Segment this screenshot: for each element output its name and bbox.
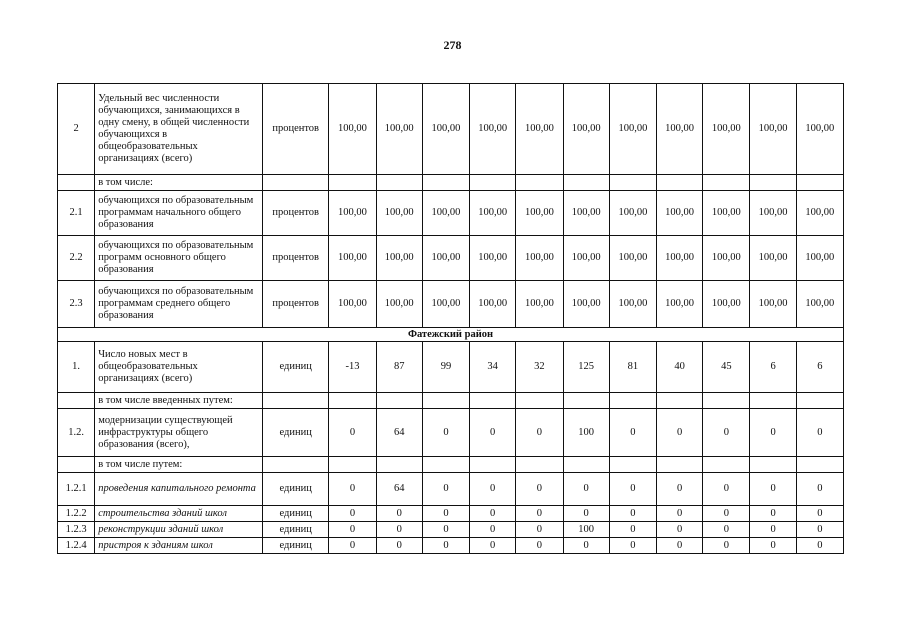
row-value: 100,00: [329, 84, 376, 175]
row-value: 100,00: [470, 191, 516, 236]
row-value: 0: [657, 522, 703, 538]
table-row: [58, 457, 844, 473]
row-unit: процентов: [263, 281, 329, 328]
row-value: 0: [657, 409, 703, 457]
row-number: 2.2: [58, 236, 95, 281]
row-value: 100,00: [422, 84, 469, 175]
row-value: 100,00: [470, 84, 516, 175]
row-value: 0: [516, 473, 563, 506]
row-number: 1.2.3: [58, 522, 95, 538]
row-number: 1.: [58, 342, 95, 393]
row-value: 100,00: [609, 191, 656, 236]
row-value: 0: [796, 506, 843, 522]
row-value: 100,00: [422, 281, 469, 328]
empty-cell: [703, 457, 750, 473]
row-value: 100,00: [516, 191, 563, 236]
empty-cell: [796, 393, 843, 409]
empty-cell: [703, 393, 750, 409]
table-row: [58, 522, 844, 538]
row-number: 2.3: [58, 281, 95, 328]
row-value: 0: [750, 473, 796, 506]
row-value: 0: [703, 506, 750, 522]
row-value: 100,00: [796, 281, 843, 328]
table-row: [58, 473, 844, 506]
empty-cell: [796, 457, 843, 473]
row-number: [58, 393, 95, 409]
table-row: [58, 236, 844, 281]
table-row: [58, 84, 844, 175]
row-value: 0: [329, 473, 376, 506]
empty-cell: [516, 393, 563, 409]
row-value: 0: [657, 473, 703, 506]
table-row: [58, 191, 844, 236]
row-value: 100,00: [376, 281, 422, 328]
row-value: 0: [796, 522, 843, 538]
row-value: 87: [376, 342, 422, 393]
empty-cell: [422, 175, 469, 191]
empty-cell: [422, 457, 469, 473]
row-value: 0: [657, 538, 703, 554]
empty-cell: [750, 393, 796, 409]
row-value: 32: [516, 342, 563, 393]
empty-cell: [703, 175, 750, 191]
row-value: 0: [376, 538, 422, 554]
empty-cell: [657, 175, 703, 191]
row-value: 0: [703, 522, 750, 538]
row-number: 1.2.4: [58, 538, 95, 554]
table-row: [58, 281, 844, 328]
row-number: 2: [58, 84, 95, 175]
empty-cell: [422, 393, 469, 409]
row-value: 100,00: [422, 191, 469, 236]
row-value: 100,00: [703, 236, 750, 281]
row-unit: процентов: [263, 84, 329, 175]
row-number: 2.1: [58, 191, 95, 236]
row-value: 100,00: [422, 236, 469, 281]
row-description: обучающихся по образовательным программ основного общего образования: [95, 236, 263, 281]
empty-cell: [563, 393, 609, 409]
table-row: [58, 342, 844, 393]
row-unit: единиц: [263, 409, 329, 457]
row-value: 0: [470, 538, 516, 554]
empty-cell: [376, 457, 422, 473]
row-unit: единиц: [263, 538, 329, 554]
row-value: 100,00: [796, 236, 843, 281]
row-number: 1.2.1: [58, 473, 95, 506]
row-description: обучающихся по образовательным программам среднего общего образования: [95, 281, 263, 328]
row-value: 0: [609, 506, 656, 522]
row-value: 0: [516, 538, 563, 554]
row-number: [58, 175, 95, 191]
row-description: строительства зданий школ: [95, 506, 263, 522]
empty-cell: [516, 175, 563, 191]
row-value: 0: [750, 522, 796, 538]
row-description: модернизации существующей инфраструктуры общего образования (всего),: [95, 409, 263, 457]
row-value: 0: [516, 506, 563, 522]
empty-cell: [657, 393, 703, 409]
row-value: 34: [470, 342, 516, 393]
row-value: 0: [703, 538, 750, 554]
row-value: 64: [376, 409, 422, 457]
row-value: 0: [563, 506, 609, 522]
row-value: 81: [609, 342, 656, 393]
row-value: 0: [750, 409, 796, 457]
row-value: 100,00: [563, 281, 609, 328]
row-value: 125: [563, 342, 609, 393]
row-value: 6: [796, 342, 843, 393]
row-value: 100,00: [516, 84, 563, 175]
row-value: 0: [516, 409, 563, 457]
row-value: 100,00: [563, 236, 609, 281]
row-value: 0: [329, 506, 376, 522]
row-value: 0: [609, 473, 656, 506]
row-value: 100,00: [516, 236, 563, 281]
row-value: 0: [376, 506, 422, 522]
row-value: 100,00: [657, 84, 703, 175]
row-unit: процентов: [263, 191, 329, 236]
row-value: 0: [703, 409, 750, 457]
empty-cell: [609, 393, 656, 409]
row-value: 100,00: [657, 281, 703, 328]
row-description: в том числе:: [95, 175, 263, 191]
empty-cell: [470, 393, 516, 409]
row-description: Удельный вес численности обучающихся, занимающихся в одну смену, в общей численности обучающихся в общеобразовательных организациях (всего): [95, 84, 263, 175]
row-value: 0: [422, 522, 469, 538]
row-value: 100,00: [376, 84, 422, 175]
row-value: 100,00: [750, 84, 796, 175]
empty-cell: [329, 393, 376, 409]
row-value: 0: [516, 522, 563, 538]
row-value: 100: [563, 409, 609, 457]
row-value: 0: [470, 506, 516, 522]
row-description: обучающихся по образовательным программам начального общего образования: [95, 191, 263, 236]
row-value: 100,00: [470, 281, 516, 328]
row-value: 100,00: [609, 84, 656, 175]
row-value: 0: [703, 473, 750, 506]
table-row: [58, 175, 844, 191]
row-value: 100,00: [329, 191, 376, 236]
page-number: 278: [443, 38, 462, 52]
empty-cell: [750, 175, 796, 191]
section-row: [58, 328, 844, 342]
row-unit: единиц: [263, 342, 329, 393]
row-value: 100,00: [796, 191, 843, 236]
row-value: 100,00: [563, 84, 609, 175]
row-number: 1.2.: [58, 409, 95, 457]
row-value: 100,00: [609, 281, 656, 328]
row-value: 100,00: [609, 236, 656, 281]
row-value: 0: [470, 409, 516, 457]
empty-cell: [609, 175, 656, 191]
row-description: пристроя к зданиям школ: [95, 538, 263, 554]
table-row: [58, 409, 844, 457]
row-value: 100,00: [703, 84, 750, 175]
row-value: 0: [750, 506, 796, 522]
row-value: 100,00: [703, 191, 750, 236]
row-value: 100,00: [470, 236, 516, 281]
row-description: в том числе введенных путем:: [95, 393, 263, 409]
row-value: 0: [609, 538, 656, 554]
table-row: [58, 393, 844, 409]
empty-cell: [609, 457, 656, 473]
row-value: 100,00: [376, 236, 422, 281]
row-value: 99: [422, 342, 469, 393]
row-value: 0: [609, 522, 656, 538]
row-value: 0: [422, 473, 469, 506]
empty-cell: [516, 457, 563, 473]
row-value: 0: [329, 409, 376, 457]
row-unit: единиц: [263, 522, 329, 538]
row-value: 100,00: [516, 281, 563, 328]
row-unit: единиц: [263, 473, 329, 506]
row-value: 100,00: [329, 236, 376, 281]
row-value: 0: [750, 538, 796, 554]
empty-cell: [376, 393, 422, 409]
row-value: 0: [563, 473, 609, 506]
row-value: 100,00: [750, 281, 796, 328]
row-value: -13: [329, 342, 376, 393]
row-description: реконструкции зданий школ: [95, 522, 263, 538]
empty-cell: [470, 175, 516, 191]
row-value: 100,00: [329, 281, 376, 328]
data-table: [57, 83, 844, 554]
row-number: 1.2.2: [58, 506, 95, 522]
empty-cell: [750, 457, 796, 473]
empty-cell: [263, 393, 329, 409]
empty-cell: [376, 175, 422, 191]
row-value: 0: [422, 506, 469, 522]
row-value: 0: [563, 538, 609, 554]
empty-cell: [263, 175, 329, 191]
row-value: 45: [703, 342, 750, 393]
row-value: 100,00: [750, 191, 796, 236]
row-value: 0: [609, 409, 656, 457]
row-value: 100,00: [750, 236, 796, 281]
table-row: [58, 506, 844, 522]
row-value: 100,00: [376, 191, 422, 236]
row-value: 64: [376, 473, 422, 506]
row-value: 0: [796, 409, 843, 457]
row-description: проведения капитального ремонта: [95, 473, 263, 506]
row-unit: единиц: [263, 506, 329, 522]
empty-cell: [470, 457, 516, 473]
row-value: 6: [750, 342, 796, 393]
row-number: [58, 457, 95, 473]
row-value: 0: [470, 522, 516, 538]
row-value: 0: [422, 409, 469, 457]
table-row: [58, 538, 844, 554]
row-value: 100,00: [657, 236, 703, 281]
row-description: в том числе путем:: [95, 457, 263, 473]
row-value: 0: [657, 506, 703, 522]
row-value: 0: [796, 473, 843, 506]
empty-cell: [657, 457, 703, 473]
empty-cell: [329, 457, 376, 473]
empty-cell: [329, 175, 376, 191]
row-value: 0: [470, 473, 516, 506]
row-value: 100,00: [563, 191, 609, 236]
row-description: Число новых мест в общеобразовательных организациях (всего): [95, 342, 263, 393]
empty-cell: [263, 457, 329, 473]
row-value: 0: [329, 538, 376, 554]
row-unit: процентов: [263, 236, 329, 281]
empty-cell: [563, 457, 609, 473]
row-value: 0: [422, 538, 469, 554]
row-value: 40: [657, 342, 703, 393]
row-value: 100,00: [703, 281, 750, 328]
row-value: 0: [376, 522, 422, 538]
row-value: 0: [796, 538, 843, 554]
row-value: 100,00: [796, 84, 843, 175]
empty-cell: [796, 175, 843, 191]
empty-cell: [563, 175, 609, 191]
row-value: 100: [563, 522, 609, 538]
row-value: 100,00: [657, 191, 703, 236]
section-title: Фатежский район: [58, 328, 844, 342]
row-value: 0: [329, 522, 376, 538]
